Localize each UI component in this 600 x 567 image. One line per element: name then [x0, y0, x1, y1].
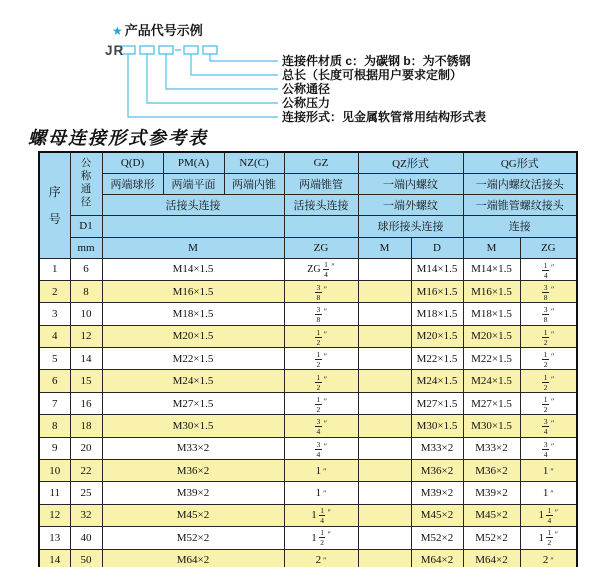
cell-qg-zg: 2 ″ — [520, 549, 577, 567]
header-qz-d: D — [411, 237, 463, 258]
cell-qz-d: M64×2 — [411, 549, 463, 567]
cell-qz-m — [358, 482, 411, 504]
cell-row-no: 7 — [39, 392, 70, 414]
header-gz-conn: 活接头连接 — [284, 194, 358, 215]
header-col-qg: QG形式 — [463, 152, 577, 173]
header-nz-sub: 两端内锥 — [224, 173, 284, 194]
cell-qz-m — [358, 303, 411, 325]
cell-qz-d: M20×1.5 — [411, 325, 463, 347]
cell-qz-m — [358, 258, 411, 280]
cell-dn-mm: 6 — [70, 258, 102, 280]
cell-qz-d: M14×1.5 — [411, 258, 463, 280]
cell-qg-m: M39×2 — [463, 482, 520, 504]
header-col-gz: GZ — [284, 152, 358, 173]
header-qg-m: M — [463, 237, 520, 258]
product-code-prefix: JR — [105, 43, 125, 58]
cell-dn-mm: 32 — [70, 504, 102, 526]
cell-qz-d: M33×2 — [411, 437, 463, 459]
cell-dn-mm: 25 — [70, 482, 102, 504]
cell-qz-d: M16×1.5 — [411, 280, 463, 302]
code-box-2 — [140, 46, 154, 54]
cell-gz-zg: 3 4 ″ — [284, 415, 358, 437]
table-row — [39, 460, 577, 482]
cell-gz-zg: 1 ″ — [284, 482, 358, 504]
cell-row-no: 11 — [39, 482, 70, 504]
table-row — [39, 280, 577, 302]
header-gz-sub: 两端锥管 — [284, 173, 358, 194]
cell-qz-m — [358, 280, 411, 302]
table-row — [39, 348, 577, 370]
cell-thread-m: M22×1.5 — [102, 348, 284, 370]
cell-dn-mm: 12 — [70, 325, 102, 347]
diagram-title — [112, 20, 203, 39]
cell-qg-zg: 1 4 ″ — [520, 258, 577, 280]
header-blank-left — [102, 215, 284, 237]
cell-row-no: 3 — [39, 303, 70, 325]
cell-qz-d: M39×2 — [411, 482, 463, 504]
header-m-label: M — [102, 237, 284, 258]
cell-qg-m: M45×2 — [463, 504, 520, 526]
cell-dn-mm: 10 — [70, 303, 102, 325]
header-qg-sub1: 一端内螺纹活接头 — [463, 173, 577, 194]
header-d1: D1 — [70, 215, 102, 237]
cell-qg-zg: 3 4 ″ — [520, 437, 577, 459]
cell-qz-m — [358, 415, 411, 437]
header-qg-zg: ZG — [520, 237, 577, 258]
cell-qg-m: M24×1.5 — [463, 370, 520, 392]
cell-gz-zg: 2 ″ — [284, 549, 358, 567]
header-zg-label: ZG — [284, 237, 358, 258]
callout-label-dn: 公称通径 — [282, 82, 331, 96]
callout-label-material: 连接件材质 c：为碳钢 b：为不锈钢 — [282, 54, 471, 68]
cell-qg-m: M18×1.5 — [463, 303, 520, 325]
cell-dn-mm: 8 — [70, 280, 102, 302]
cell-qg-zg: 1 2 ″ — [520, 370, 577, 392]
table-row — [39, 258, 577, 280]
table-row — [39, 325, 577, 347]
header-qz-m: M — [358, 237, 411, 258]
table-row — [39, 527, 577, 549]
table-row — [39, 303, 577, 325]
cell-dn-mm: 40 — [70, 527, 102, 549]
header-col-q: Q(D) — [102, 152, 163, 173]
cell-qg-zg: 1 ″ — [520, 460, 577, 482]
cell-row-no: 4 — [39, 325, 70, 347]
cell-qz-d: M52×2 — [411, 527, 463, 549]
diagram-title-text: 产品代号示例 — [124, 23, 203, 38]
cell-qg-zg: 1 ″ — [520, 482, 577, 504]
cell-qz-d: M22×1.5 — [411, 348, 463, 370]
code-box-3 — [159, 46, 173, 54]
cell-gz-zg: 1 2 ″ — [284, 348, 358, 370]
table-row — [39, 504, 577, 526]
nut-connection-table — [38, 151, 578, 567]
cell-thread-m: M16×1.5 — [102, 280, 284, 302]
header-col-nz: NZ(C) — [224, 152, 284, 173]
cell-qz-d: M18×1.5 — [411, 303, 463, 325]
cell-qg-zg: 1 2 ″ — [520, 348, 577, 370]
header-mm: mm — [70, 237, 102, 258]
cell-qg-zg: 1 2 ″ — [520, 325, 577, 347]
cell-row-no: 9 — [39, 437, 70, 459]
cell-row-no: 13 — [39, 527, 70, 549]
cell-gz-zg: 3 8 ″ — [284, 280, 358, 302]
cell-qz-m — [358, 460, 411, 482]
cell-gz-zg: 1 2 ″ — [284, 325, 358, 347]
cell-qg-zg: 1 1 2 ″ — [520, 527, 577, 549]
table-row — [39, 415, 577, 437]
cell-row-no: 5 — [39, 348, 70, 370]
cell-qg-m: M20×1.5 — [463, 325, 520, 347]
header-qg-conn: 连接 — [463, 215, 577, 237]
cell-thread-m: M27×1.5 — [102, 392, 284, 414]
callout-line-length — [191, 54, 278, 75]
cell-dn-mm: 16 — [70, 392, 102, 414]
cell-gz-zg: 3 8 ″ — [284, 303, 358, 325]
callout-label-length: 总长（长度可根据用户要求定制） — [282, 68, 463, 82]
cell-gz-zg: 1 1 4 ″ — [284, 504, 358, 526]
cell-dn-mm: 50 — [70, 549, 102, 567]
cell-thread-m: M30×1.5 — [102, 415, 284, 437]
cell-dn-mm: 18 — [70, 415, 102, 437]
header-col-qz: QZ形式 — [358, 152, 463, 173]
code-box-5 — [203, 46, 217, 54]
header-union-conn: 活接头连接 — [102, 194, 284, 215]
cell-thread-m: M64×2 — [102, 549, 284, 567]
cell-qz-d: M45×2 — [411, 504, 463, 526]
header-q-sub: 两端球形 — [102, 173, 163, 194]
callout-line-form — [128, 54, 278, 117]
cell-row-no: 10 — [39, 460, 70, 482]
cell-qg-m: M36×2 — [463, 460, 520, 482]
callout-label-pn: 公称压力 — [282, 96, 331, 110]
header-seq: 序 号 — [39, 152, 70, 258]
header-qz-sub1: 一端内螺纹 — [358, 173, 463, 194]
cell-qg-zg: 1 2 ″ — [520, 392, 577, 414]
cell-dn-mm: 14 — [70, 348, 102, 370]
cell-qz-m — [358, 325, 411, 347]
cell-qz-m — [358, 504, 411, 526]
cell-qz-d: M24×1.5 — [411, 370, 463, 392]
cell-thread-m: M33×2 — [102, 437, 284, 459]
cell-qz-m — [358, 348, 411, 370]
cell-qg-zg: 1 1 4 ″ — [520, 504, 577, 526]
cell-qz-m — [358, 549, 411, 567]
cell-qg-m: M52×2 — [463, 527, 520, 549]
header-qg-sub2: 一端锥管螺纹接头 — [463, 194, 577, 215]
cell-qz-m — [358, 527, 411, 549]
cell-row-no: 12 — [39, 504, 70, 526]
cell-qg-zg: 3 8 ″ — [520, 303, 577, 325]
cell-qg-m: M30×1.5 — [463, 415, 520, 437]
table-row — [39, 482, 577, 504]
cell-gz-zg: 1 2 ″ — [284, 392, 358, 414]
cell-dn-mm: 20 — [70, 437, 102, 459]
cell-dn-mm: 22 — [70, 460, 102, 482]
cell-gz-zg: 3 4 ″ — [284, 437, 358, 459]
cell-thread-m: M14×1.5 — [102, 258, 284, 280]
cell-qg-m: M16×1.5 — [463, 280, 520, 302]
cell-thread-m: M52×2 — [102, 527, 284, 549]
header-qz-sub2: 一端外螺纹 — [358, 194, 463, 215]
cell-row-no: 1 — [39, 258, 70, 280]
cell-qg-m: M64×2 — [463, 549, 520, 567]
cell-thread-m: M20×1.5 — [102, 325, 284, 347]
cell-row-no: 8 — [39, 415, 70, 437]
callout-line-material — [210, 54, 278, 61]
header-dn: 公 称 通 径 — [70, 152, 102, 215]
header-pm-sub: 两端平面 — [163, 173, 224, 194]
cell-gz-zg: 1 1 2 ″ — [284, 527, 358, 549]
cell-qg-m: M22×1.5 — [463, 348, 520, 370]
cell-thread-m: M18×1.5 — [102, 303, 284, 325]
cell-qg-m: M33×2 — [463, 437, 520, 459]
cell-gz-zg: ZG 1 4 ″ — [284, 258, 358, 280]
cell-qz-d: M30×1.5 — [411, 415, 463, 437]
table-row — [39, 392, 577, 414]
cell-qz-m — [358, 437, 411, 459]
cell-thread-m: M24×1.5 — [102, 370, 284, 392]
table-row — [39, 437, 577, 459]
table-row — [39, 370, 577, 392]
cell-qz-d: M27×1.5 — [411, 392, 463, 414]
cell-row-no: 2 — [39, 280, 70, 302]
cell-qg-m: M14×1.5 — [463, 258, 520, 280]
cell-qg-zg: 3 8 ″ — [520, 280, 577, 302]
header-col-pm: PM(A) — [163, 152, 224, 173]
cell-thread-m: M45×2 — [102, 504, 284, 526]
cell-qg-zg: 3 4 ″ — [520, 415, 577, 437]
cell-row-no: 6 — [39, 370, 70, 392]
cell-gz-zg: 1 2 ″ — [284, 370, 358, 392]
cell-dn-mm: 15 — [70, 370, 102, 392]
star-icon: ★ — [112, 24, 123, 38]
header-qz-conn: 球形接头连接 — [358, 215, 463, 237]
cell-thread-m: M36×2 — [102, 460, 284, 482]
cell-qg-m: M27×1.5 — [463, 392, 520, 414]
code-box-4 — [184, 46, 198, 54]
table-rows — [39, 258, 577, 567]
cell-row-no: 14 — [39, 549, 70, 567]
callout-line-dn — [166, 54, 278, 89]
table-title: 螺母连接形式参考表 — [28, 128, 208, 148]
callout-label-form: 连接形式：见金属软管常用结构形式表 — [282, 110, 487, 124]
cell-thread-m: M39×2 — [102, 482, 284, 504]
cell-qz-d: M36×2 — [411, 460, 463, 482]
cell-gz-zg: 1 ″ — [284, 460, 358, 482]
cell-qz-m — [358, 370, 411, 392]
header-blank-gz — [284, 215, 358, 237]
cell-qz-m — [358, 392, 411, 414]
table-row — [39, 549, 577, 567]
